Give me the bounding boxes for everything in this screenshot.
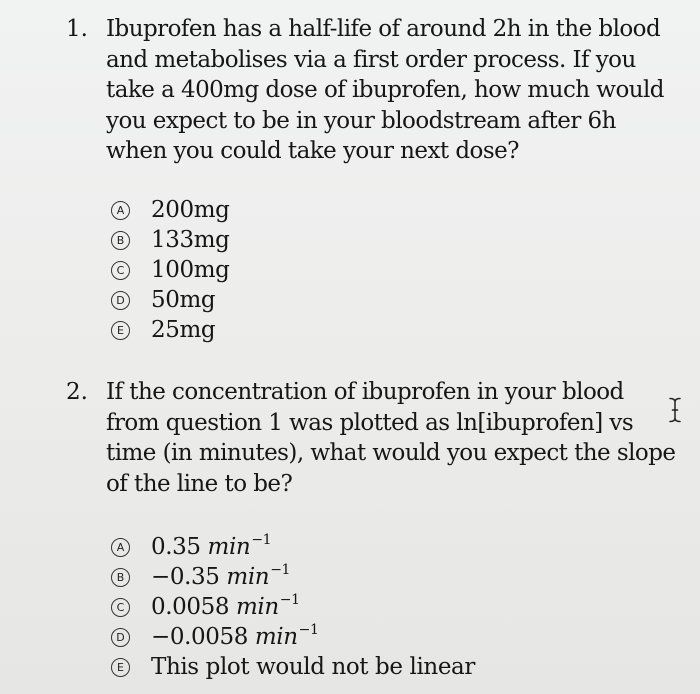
- question-2-choices: [111, 532, 475, 682]
- answer-bubble-icon[interactable]: B: [111, 568, 130, 587]
- question-1-line: you expect to be in your bloodstream after 6h: [106, 107, 616, 134]
- answer-bubble-icon[interactable]: E: [111, 658, 130, 677]
- answer-bubble-icon[interactable]: A: [111, 201, 130, 220]
- slope-exponent: −1: [298, 622, 319, 638]
- choice-1b[interactable]: [111, 225, 229, 255]
- answer-bubble-icon[interactable]: A: [111, 538, 130, 557]
- choice-2a[interactable]: [111, 532, 475, 562]
- slope-exponent: −1: [251, 532, 272, 548]
- choice-label: 25mg: [151, 317, 216, 343]
- choice-label: This plot would not be linear: [151, 654, 475, 680]
- question-2-number: 2.: [66, 379, 88, 405]
- choice-1e[interactable]: [111, 315, 229, 345]
- answer-bubble-icon[interactable]: E: [111, 321, 130, 340]
- answer-bubble-icon[interactable]: C: [111, 598, 130, 617]
- choice-label: [151, 624, 319, 650]
- question-1-number: 1.: [66, 16, 88, 42]
- choice-label: [151, 564, 290, 590]
- question-1-line: and metabolises via a first order process. If you: [106, 46, 636, 73]
- choice-label: 100mg: [151, 257, 230, 283]
- text-cursor-icon: [668, 397, 682, 423]
- question-1-choices: [111, 195, 229, 345]
- question-2-text: [106, 377, 675, 499]
- choice-2b[interactable]: [111, 562, 475, 592]
- answer-bubble-icon[interactable]: D: [111, 628, 130, 647]
- choice-label: 50mg: [151, 287, 216, 313]
- slope-value: 0.0058: [151, 594, 230, 620]
- answer-bubble-icon[interactable]: C: [111, 261, 130, 280]
- question-1-line: take a 400mg dose of ibuprofen, how much would: [106, 77, 664, 103]
- slope-unit: min: [236, 594, 279, 620]
- slope-value: 0.35: [151, 534, 201, 560]
- slope-unit: min: [207, 534, 251, 560]
- question-1-line: Ibuprofen has a half-life of around 2h in the blood: [106, 16, 661, 42]
- choice-2d[interactable]: [111, 622, 475, 652]
- question-1-line: when you could take your next dose?: [106, 138, 519, 164]
- slope-exponent: −1: [270, 562, 291, 578]
- choice-1a[interactable]: [111, 195, 229, 225]
- question-2-line: from question 1 was plotted as ln[ibuprofen] vs: [106, 409, 634, 436]
- answer-bubble-icon[interactable]: D: [111, 291, 130, 310]
- answer-bubble-icon[interactable]: B: [111, 231, 130, 250]
- choice-1d[interactable]: [111, 285, 229, 315]
- choice-label: [151, 534, 271, 560]
- choice-label: 133mg: [151, 227, 230, 253]
- question-1-text: [106, 14, 664, 167]
- question-2-line: time (in minutes), what would you expect the slope: [106, 440, 676, 466]
- slope-exponent: −1: [279, 592, 300, 608]
- choice-2e[interactable]: [111, 652, 475, 682]
- slope-unit: min: [254, 624, 298, 650]
- slope-unit: min: [226, 564, 270, 590]
- question-2-line: If the concentration of ibuprofen in your blood: [106, 379, 624, 405]
- choice-1c[interactable]: [111, 255, 229, 285]
- choice-label: 200mg: [151, 197, 230, 223]
- slope-value: −0.35: [151, 564, 220, 590]
- question-2-line: of the line to be?: [106, 470, 293, 497]
- choice-label: [151, 594, 300, 620]
- choice-2c[interactable]: [111, 592, 475, 622]
- slope-value: −0.0058: [151, 624, 248, 650]
